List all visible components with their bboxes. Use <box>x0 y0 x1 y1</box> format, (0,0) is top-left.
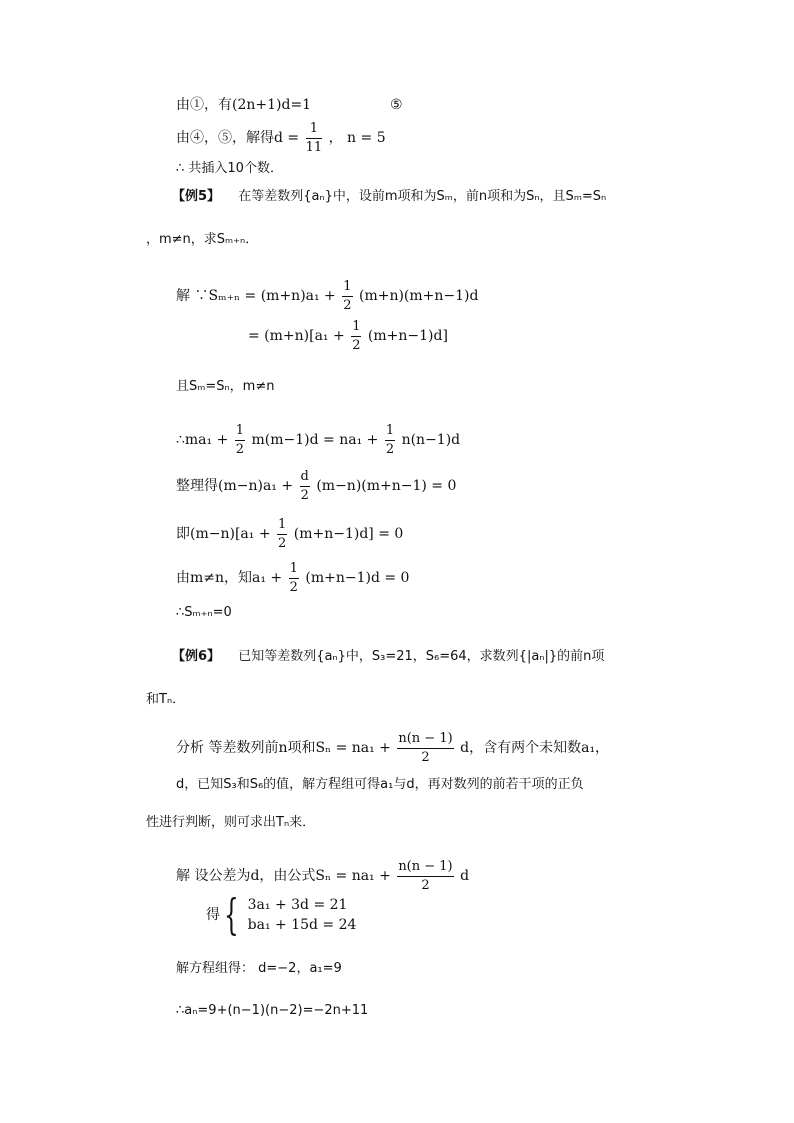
fraction <box>397 732 453 764</box>
analysis-line-1 <box>176 732 609 764</box>
solution-6-line-1-tail: d <box>460 868 470 885</box>
solution-6-line-1-text: 解 设公差为d，由公式Sₙ = na₁ + <box>176 868 391 885</box>
fraction-denominator: 11 <box>305 139 323 155</box>
fraction-numerator: 1 <box>289 562 299 579</box>
fraction-denominator: 2 <box>289 579 298 595</box>
equation-2: ba₁ + 15d = 24 <box>247 917 357 933</box>
solution-5-line-4-text: ∴ma₁ + <box>176 432 229 449</box>
line-2-tail: ， n = 5 <box>328 130 386 147</box>
solution-5-line-2 <box>248 320 448 352</box>
example-5-text: 在等差数列{aₙ}中，设前m项和为Sₘ，前n项和为Sₙ，且Sₘ=Sₙ <box>238 189 607 204</box>
fraction <box>397 860 453 892</box>
fraction-numerator: 1 <box>306 122 323 139</box>
solution-5-line-3: 且Sₘ=Sₙ，m≠n <box>176 379 275 394</box>
example-5-tag: 【例5】 <box>172 189 221 204</box>
equation-1: 3a₁ + 3d = 21 <box>247 896 348 913</box>
example-6-continuation: 和Tₙ． <box>146 692 186 707</box>
fraction-numerator: 1 <box>235 424 245 441</box>
circled-five: ⑤ <box>390 97 403 113</box>
fraction <box>342 280 352 312</box>
line-2 <box>176 122 386 154</box>
equation-system-label: 得 <box>206 907 220 923</box>
analysis-line-3: 性进行判断，则可求出Tₙ来． <box>146 815 316 830</box>
analysis-line-2: d，已知S₃和S₆的值，解方程组可得a₁与d，再对数列的前若干项的正负 <box>176 777 584 792</box>
solution-5-line-5 <box>176 470 456 502</box>
fraction-denominator: 2 <box>300 487 309 503</box>
example-5-continuation: ，m≠n，求Sₘ₊ₙ． <box>146 232 259 247</box>
fraction-numerator: 1 <box>342 280 352 297</box>
equation-lines <box>248 895 357 936</box>
line-3: ∴ 共插入10个数． <box>176 161 283 176</box>
fraction-numerator: 1 <box>385 424 395 441</box>
fraction-numerator: 1 <box>277 518 287 535</box>
fraction-denominator: 2 <box>421 877 430 893</box>
analysis-line-1-text: 分析 等差数列前n项和Sₙ = na₁ + <box>176 740 391 757</box>
fraction-denominator: 2 <box>385 441 395 457</box>
fraction-numerator: n(n − 1) <box>397 732 453 749</box>
solution-5-line-6-tail: (m+n−1)d] = 0 <box>293 526 404 543</box>
solution-5-line-7-text: 由m≠n，知a₁ + <box>176 570 283 587</box>
example-6-text: 已知等差数列{aₙ}中，S₃=21，S₆=64，求数列{|aₙ|}的前n项 <box>238 649 605 664</box>
solution-5-conclusion: ∴Sₘ₊ₙ=0 <box>176 605 232 620</box>
fraction <box>277 518 287 550</box>
example-6-heading <box>172 650 604 663</box>
fraction <box>385 424 395 456</box>
fraction <box>306 122 323 154</box>
solution-5-line-7 <box>176 562 409 594</box>
equation-system <box>206 890 357 939</box>
fraction <box>235 424 245 456</box>
solution-5-line-4 <box>176 424 460 456</box>
fraction-denominator: 2 <box>352 337 361 353</box>
solution-5-line-1 <box>176 280 478 312</box>
fraction-numerator: n(n − 1) <box>397 860 453 877</box>
solution-5-line-1-tail: (m+n)(m+n−1)d <box>358 288 479 305</box>
line-1-text: 由①，有(2n+1)d=1 <box>176 97 312 113</box>
solution-5-line-1-text: 解 ∵Sₘ₊ₙ = (m+n)a₁ + <box>176 288 336 305</box>
solution-6-line-1 <box>176 860 469 892</box>
line-1 <box>176 97 403 113</box>
fraction <box>351 320 361 352</box>
solution-6-line-3: 解方程组得： d=−2，a₁=9 <box>176 961 342 976</box>
example-5-heading <box>172 190 606 203</box>
solution-5-line-6-text: 即(m−n)[a₁ + <box>176 526 271 543</box>
fraction-numerator: d <box>300 470 310 487</box>
example-6-tag: 【例6】 <box>172 649 221 664</box>
fraction <box>300 470 310 502</box>
solution-6-line-4: ∴aₙ=9+(n−1)(n−2)=−2n+11 <box>176 1003 369 1018</box>
fraction-denominator: 2 <box>343 297 352 313</box>
fraction-denominator: 2 <box>421 749 430 765</box>
solution-5-line-5-text: 整理得(m−n)a₁ + <box>176 478 294 495</box>
solution-5-line-2-tail: (m+n−1)d] <box>367 328 448 345</box>
fraction-denominator: 2 <box>278 535 287 551</box>
solution-5-line-7-tail: (m+n−1)d = 0 <box>305 570 410 587</box>
solution-5-line-5-tail: (m−n)(m+n−1) = 0 <box>316 478 457 495</box>
solution-5-line-2-text: = (m+n)[a₁ + <box>248 328 345 345</box>
fraction-denominator: 2 <box>235 441 245 457</box>
line-2-text: 由④，⑤，解得d = <box>176 130 300 147</box>
fraction <box>289 562 299 594</box>
solution-5-line-4-tail: n(n−1)d <box>401 432 461 449</box>
analysis-line-1-tail: d，含有两个未知数a₁， <box>460 740 610 757</box>
fraction-numerator: 1 <box>351 320 361 337</box>
solution-5-line-4-middle: m(m−1)d = na₁ + <box>251 432 379 449</box>
solution-5-line-6 <box>176 518 403 550</box>
left-brace-icon: { <box>224 890 240 939</box>
